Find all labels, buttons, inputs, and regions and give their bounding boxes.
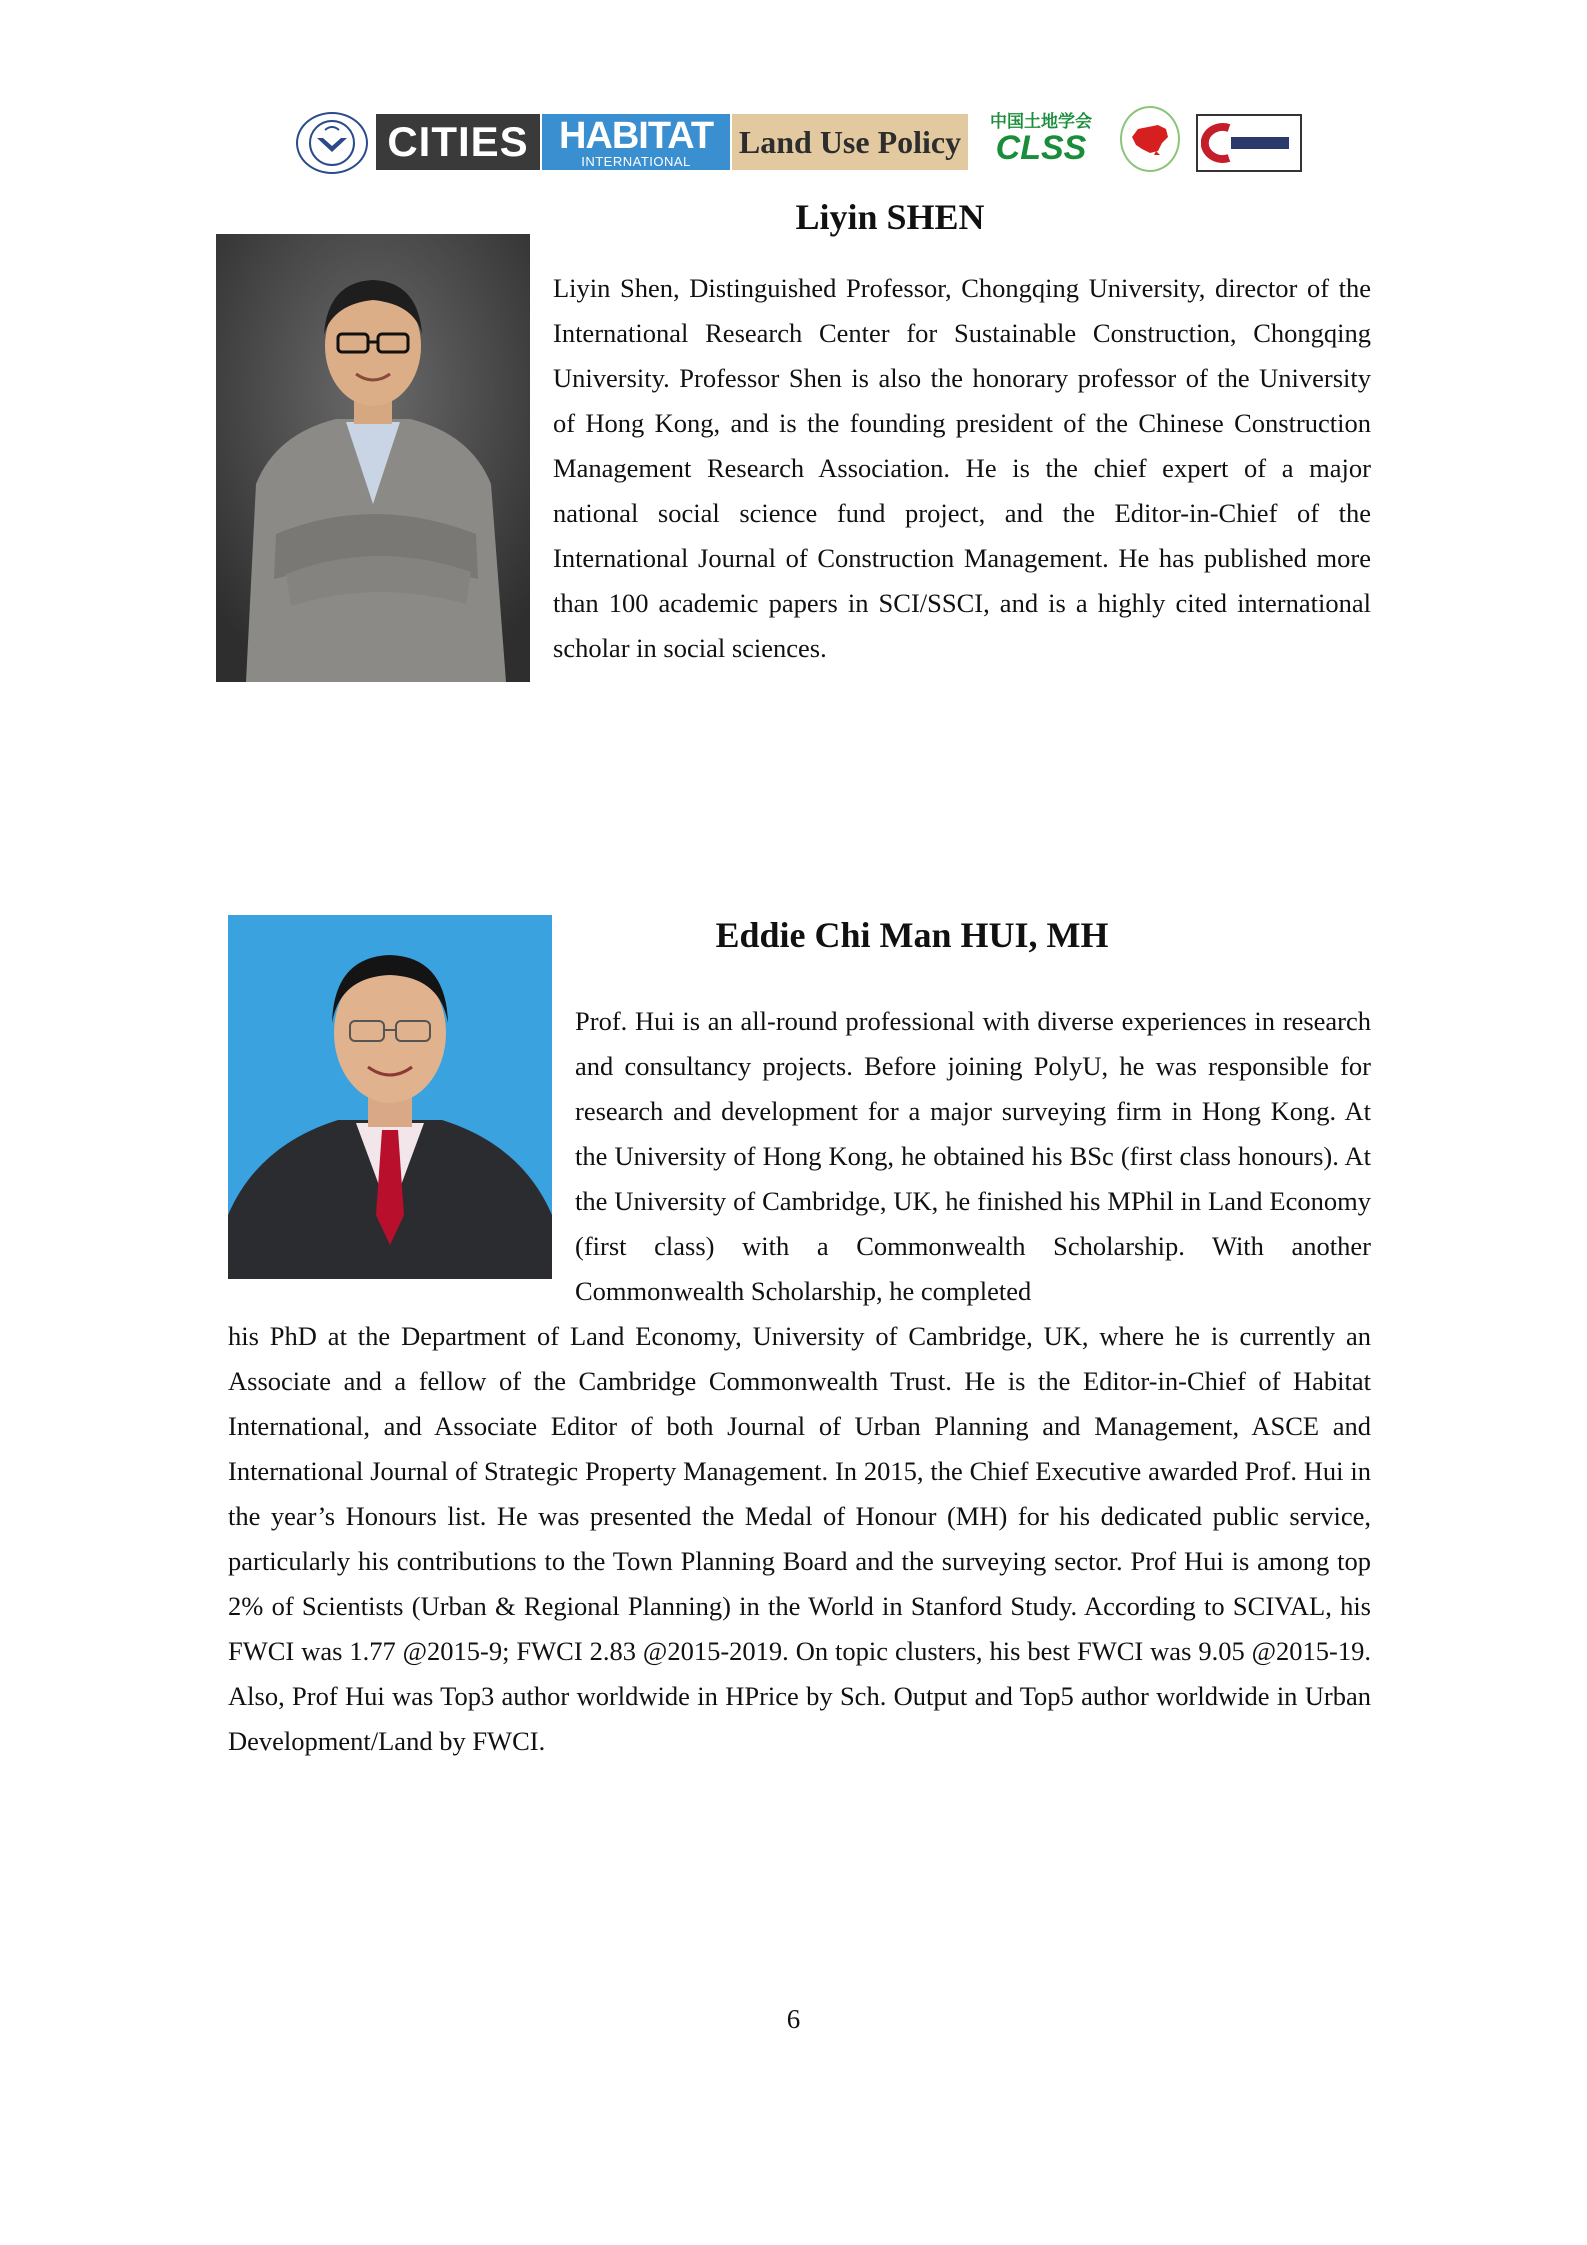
- china-map-icon: [1128, 121, 1172, 157]
- profile-bio-liyin-shen: Liyin Shen, Distinguished Professor, Chongqing University, director of the International Research Center for Sustainable Construction, Chongqing University. Professor Shen is also the honorary professor of the University of Hong Kong, and is the founding president of the Chinese Construction Management Research Association. He is the chief expert of a major national social science fund project, and the Editor-in-Chief of the International Journal of Construction Management. He has published more than 100 academic papers in SCI/SSCI, and is a highly cited international scholar in social sciences.: [553, 273, 1371, 663]
- portrait-photo-icon: [228, 915, 552, 1279]
- profile-bio-eddie-hui-part1: Prof. Hui is an all-round professional with diverse experiences in research and consultancy projects. Before joining PolyU, he was responsible for research and development for a major surveying firm in Hong Kong. At the University of Hong Kong, he obtained his BSc (first class honours). At the University of Cambridge, UK, he finished his MPhil in Land Economy (first class) with a Commonwealth Scholarship. With another Commonwealth Scholarship, he completed: [575, 1006, 1371, 1306]
- profile-name-liyin-shen: Liyin SHEN: [795, 197, 985, 237]
- profile-bio-eddie-hui-part2: his PhD at the Department of Land Economy, University of Cambridge, UK, where he is currently an Associate and a fellow of the Cambridge Commonwealth Trust. He is the Editor-in-Chief of Habitat International, and Associate Editor of both Journal of Urban Planning and Management, ASCE and International Journal of Strategic Property Management. In 2015, the Chief Executive awarded Prof. Hui in the year’s Honours list. He was presented the Medal of Honour (MH) for his dedicated public service, particularly his contributions to the Town Planning Board and the surveying sector. Prof Hui is among top 2% of Scientists (Urban & Regional Planning) in the World in Stanford Study. According to SCIVAL, his FWCI was 1.77 @2015-9; FWCI 2.83 @2015-2019. On topic clusters, his best FWCI was 9.05 @2015-19. Also, Prof Hui was Top3 author worldwide in HPrice by Sch. Output and Top5 author worldwide in Urban Development/Land by FWCI.: [228, 1321, 1371, 1756]
- research-center-emblem-icon: [1201, 120, 1297, 166]
- portrait-photo-icon: [216, 234, 530, 682]
- cities-journal-logo: CITIES: [376, 114, 540, 170]
- eddie-hui-portrait: [228, 915, 552, 1279]
- china-map-logo: [1120, 106, 1180, 172]
- clss-logo-english-text: CLSS: [995, 129, 1087, 168]
- clss-logo: [984, 108, 1098, 172]
- research-center-logo: [1196, 114, 1302, 172]
- land-use-policy-logo: Land Use Policy: [732, 114, 968, 170]
- habitat-logo-main-text: HABITAT: [558, 114, 714, 157]
- university-emblem-icon: [303, 118, 361, 168]
- habitat-logo-sub-text: INTERNATIONAL: [581, 153, 691, 169]
- profile-name-eddie-hui: Eddie Chi Man HUI, MH: [715, 915, 1109, 955]
- liyin-shen-portrait: [216, 234, 530, 682]
- clss-logo-chinese-text: 中国土地学会: [990, 112, 1092, 132]
- page-number: 6: [786, 2004, 801, 2034]
- university-logo: [296, 112, 368, 174]
- habitat-international-logo: [542, 114, 730, 170]
